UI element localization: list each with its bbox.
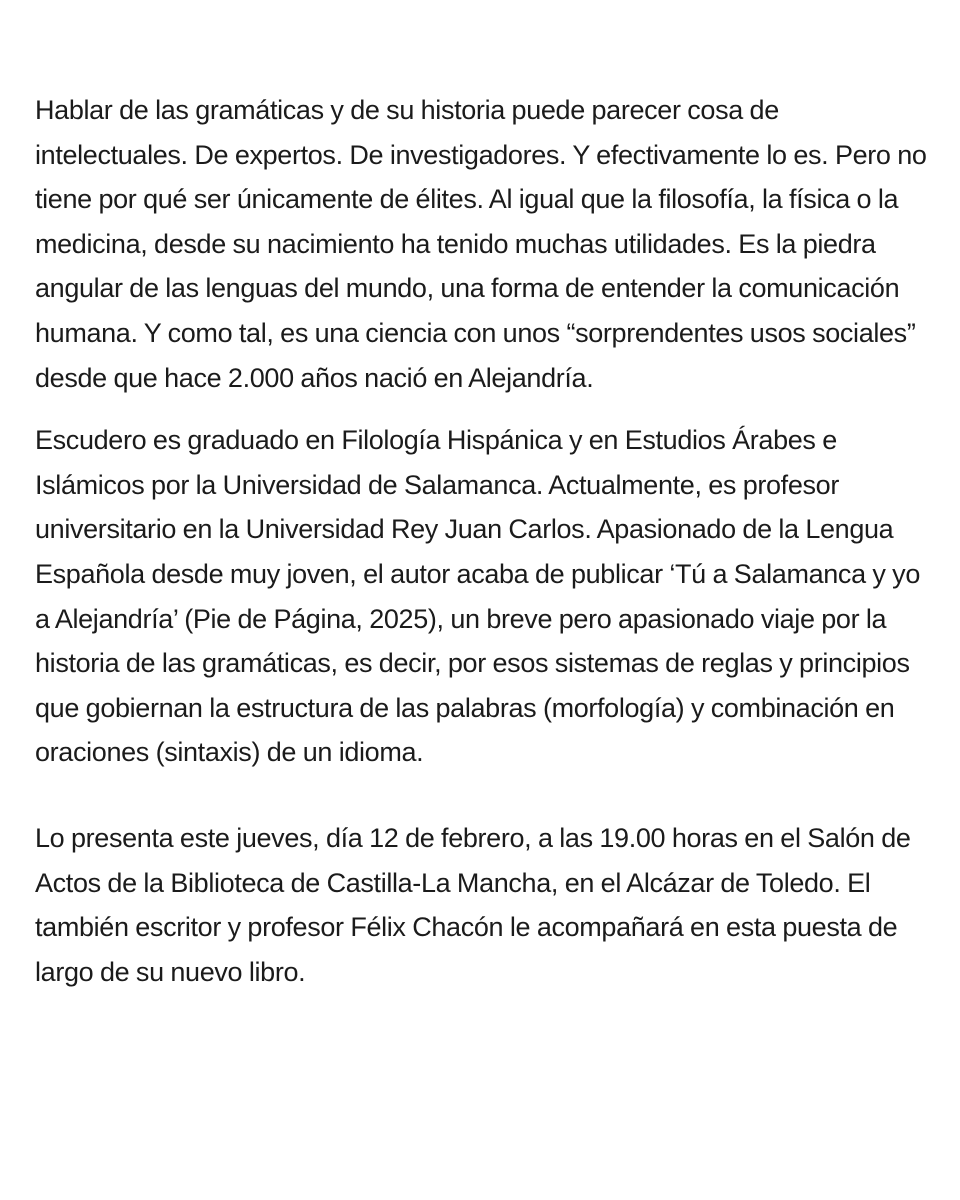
article-paragraph-author-bio: Escudero es graduado en Filología Hispánica y en Estudios Árabes e Islámicos por la Universidad de Salamanca. Actualmente, es profesor universitario en la Universidad Rey Juan Carlos. Apasionado de la Lengua Española desde muy joven, el autor acaba de publicar ‘Tú a Salamanca y yo a Alejandría’ (Pie de Página, 2025), un breve pero apasionado viaje por la historia de las gramáticas, es decir, por esos sistemas de reglas y principios que gobiernan la estructura de las palabras (morfología) y combinación en oraciones (sintaxis) de un idioma.: [35, 425, 921, 768]
article-paragraph-grammar-intro: Hablar de las gramáticas y de su historia puede parecer cosa de intelectuales. De expertos. De investigadores. Y efectivamente lo es. Pero no tiene por qué ser únicamente de élites. Al igual que la filosofía, la física o la medicina, desde su nacimiento ha tenido muchas utilidades. Es la piedra angular de las lenguas del mundo, una forma de entender la comunicación humana. Y como tal, es una ciencia con unos “sorprendentes usos sociales” desde que hace 2.000 años nació en Alejandría.: [35, 95, 927, 393]
article-paragraph-book-presentation: Lo presenta este jueves, día 12 de febrero, a las 19.00 horas en el Salón de Actos de la Biblioteca de Castilla-La Mancha, en el Alcázar de Toledo. El también escritor y profesor Félix Chacón le acompañará en esta puesta de largo de su nuevo libro.: [35, 822, 911, 987]
article-body: [35, 88, 930, 994]
